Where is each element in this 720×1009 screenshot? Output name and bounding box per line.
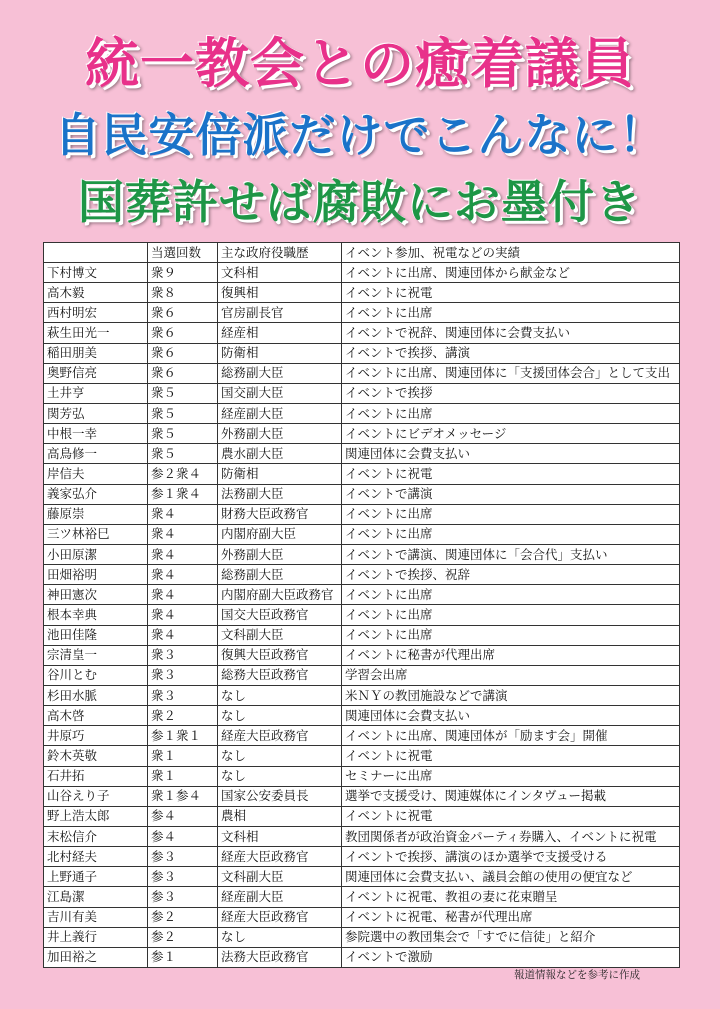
cell-terms: 衆６ [148, 343, 218, 363]
cell-terms: 衆４ [148, 565, 218, 585]
table-header-row [44, 243, 680, 263]
cell-activity: イベントで講演 [342, 484, 680, 504]
cell-name: 鈴木英敬 [44, 746, 148, 766]
cell-name: 池田佳隆 [44, 625, 148, 645]
table-row [44, 766, 680, 786]
cell-position: 内閣府副大臣 [218, 524, 342, 544]
cell-terms: 衆１ [148, 766, 218, 786]
table-row [44, 887, 680, 907]
table-row [44, 504, 680, 524]
cell-position: 経産大臣政務官 [218, 847, 342, 867]
cell-name: 高木毅 [44, 283, 148, 303]
cell-name: 藤原崇 [44, 504, 148, 524]
cell-activity: イベントで激励 [342, 947, 680, 967]
table-row [44, 363, 680, 383]
cell-position: なし [218, 746, 342, 766]
cell-activity: イベントに祝電 [342, 283, 680, 303]
table-row [44, 484, 680, 504]
cell-position: 経産副大臣 [218, 887, 342, 907]
cell-position: 経産相 [218, 323, 342, 343]
cell-name: 関芳弘 [44, 403, 148, 423]
cell-activity: イベントに祝電 [342, 806, 680, 826]
cell-name: 田畑裕明 [44, 565, 148, 585]
cell-activity: イベントに出席、関連団体から献金など [342, 263, 680, 283]
cell-terms: 参４ [148, 806, 218, 826]
cell-terms: 衆１ [148, 746, 218, 766]
table-row [44, 544, 680, 564]
cell-position: 官房副長官 [218, 303, 342, 323]
cell-name: 小田原潔 [44, 544, 148, 564]
cell-name: 西村明宏 [44, 303, 148, 323]
table-row [44, 343, 680, 363]
cell-terms: 衆２ [148, 706, 218, 726]
cell-activity: イベントに出席 [342, 403, 680, 423]
headline-line-2: 自民安倍派だけでこんなに！ [54, 108, 666, 162]
table-row [44, 927, 680, 947]
cell-position: 総務副大臣 [218, 565, 342, 585]
table-row [44, 826, 680, 846]
cell-terms: 参３ [148, 867, 218, 887]
table-row [44, 907, 680, 927]
table-row [44, 806, 680, 826]
table-row [44, 947, 680, 967]
table-row [44, 706, 680, 726]
cell-position: 法務大臣政務官 [218, 947, 342, 967]
cell-activity: イベントで挨拶、講演のほか選挙で支援受ける [342, 847, 680, 867]
cell-activity: イベントに出席 [342, 605, 680, 625]
cell-terms: 衆５ [148, 383, 218, 403]
headline-line-3: 国葬許せば腐敗にお墨付き [78, 175, 642, 229]
table-row [44, 323, 680, 343]
cell-activity: 教団関係者が政治資金パーティ券購入、イベントに祝電 [342, 826, 680, 846]
cell-name: 吉川有美 [44, 907, 148, 927]
headline-line-1: 統一教会との癒着議員 [85, 32, 635, 95]
cell-activity: イベントに秘書が代理出席 [342, 645, 680, 665]
cell-name: 神田憲次 [44, 585, 148, 605]
table-row [44, 263, 680, 283]
cell-terms: 参３ [148, 847, 218, 867]
cell-position: 復興相 [218, 283, 342, 303]
cell-activity: イベントに出席、関連団体が「励ます会」開催 [342, 726, 680, 746]
cell-name: 岸信夫 [44, 464, 148, 484]
cell-name: 加田裕之 [44, 947, 148, 967]
table-row [44, 685, 680, 705]
cell-terms: 参１衆４ [148, 484, 218, 504]
header-terms: 当選回数 [148, 243, 218, 263]
cell-terms: 衆６ [148, 323, 218, 343]
header-positions: 主な政府役職歴 [218, 243, 342, 263]
cell-position: 法務副大臣 [218, 484, 342, 504]
cell-terms: 衆６ [148, 303, 218, 323]
cell-activity: イベントで講演、関連団体に「会合代」支払い [342, 544, 680, 564]
cell-position: なし [218, 706, 342, 726]
cell-activity: イベントに出席 [342, 585, 680, 605]
table-row [44, 726, 680, 746]
cell-activity: 関連団体に会費支払い、議員会館の使用の便宜など [342, 867, 680, 887]
cell-position: 外務副大臣 [218, 424, 342, 444]
cell-position: 経産副大臣 [218, 403, 342, 423]
table-row [44, 303, 680, 323]
cell-activity: イベントに出席 [342, 504, 680, 524]
cell-position: なし [218, 766, 342, 786]
cell-name: 中根一幸 [44, 424, 148, 444]
cell-activity: イベントで祝辞、関連団体に会費支払い [342, 323, 680, 343]
cell-position: 文科副大臣 [218, 867, 342, 887]
cell-terms: 衆６ [148, 363, 218, 383]
cell-terms: 参１衆１ [148, 726, 218, 746]
cell-name: 北村経夫 [44, 847, 148, 867]
cell-terms: 衆８ [148, 283, 218, 303]
cell-name: 三ツ林裕巳 [44, 524, 148, 544]
cell-name: 杉田水脈 [44, 685, 148, 705]
cell-name: 石井拓 [44, 766, 148, 786]
cell-terms: 参２ [148, 907, 218, 927]
cell-position: 総務大臣政務官 [218, 665, 342, 685]
cell-activity: イベントで挨拶、祝辞 [342, 565, 680, 585]
cell-name: 稲田朋美 [44, 343, 148, 363]
cell-name: 野上浩太郎 [44, 806, 148, 826]
table-row [44, 585, 680, 605]
cell-name: 山谷えり子 [44, 786, 148, 806]
cell-position: 内閣府副大臣政務官 [218, 585, 342, 605]
cell-position: 防衛相 [218, 343, 342, 363]
cell-position: 財務大臣政務官 [218, 504, 342, 524]
cell-terms: 参１ [148, 947, 218, 967]
cell-position: 文科相 [218, 263, 342, 283]
cell-terms: 衆３ [148, 685, 218, 705]
cell-position: 国家公安委員長 [218, 786, 342, 806]
table-row [44, 867, 680, 887]
header-name [44, 243, 148, 263]
cell-terms: 衆４ [148, 544, 218, 564]
table-row [44, 464, 680, 484]
cell-position: なし [218, 927, 342, 947]
table-row [44, 665, 680, 685]
cell-position: 防衛相 [218, 464, 342, 484]
cell-terms: 衆４ [148, 625, 218, 645]
cell-activity: 選挙で支援受け、関連媒体にインタヴュー掲載 [342, 786, 680, 806]
cell-name: 下村博文 [44, 263, 148, 283]
cell-terms: 衆５ [148, 424, 218, 444]
cell-position: 文科相 [218, 826, 342, 846]
cell-terms: 衆９ [148, 263, 218, 283]
cell-name: 根本幸典 [44, 605, 148, 625]
cell-position: 復興大臣政務官 [218, 645, 342, 665]
table-row [44, 444, 680, 464]
cell-activity: イベントに祝電、秘書が代理出席 [342, 907, 680, 927]
cell-name: 井原巧 [44, 726, 148, 746]
table-row [44, 847, 680, 867]
cell-position: 経産大臣政務官 [218, 907, 342, 927]
table-row [44, 645, 680, 665]
cell-terms: 衆５ [148, 403, 218, 423]
table-row [44, 403, 680, 423]
cell-name: 高木啓 [44, 706, 148, 726]
cell-name: 江島潔 [44, 887, 148, 907]
cell-position: 農相 [218, 806, 342, 826]
table-row [44, 424, 680, 444]
cell-terms: 衆４ [148, 524, 218, 544]
cell-name: 谷川とむ [44, 665, 148, 685]
cell-terms: 衆５ [148, 444, 218, 464]
cell-name: 上野通子 [44, 867, 148, 887]
table-row [44, 283, 680, 303]
cell-activity: イベントに出席 [342, 625, 680, 645]
cell-position: 国交副大臣 [218, 383, 342, 403]
cell-name: 井上義行 [44, 927, 148, 947]
table-row [44, 383, 680, 403]
cell-position: 文科副大臣 [218, 625, 342, 645]
cell-activity: イベントに祝電 [342, 746, 680, 766]
cell-terms: 衆３ [148, 665, 218, 685]
cell-activity: 参院選中の教団集会で「すでに信徒」と紹介 [342, 927, 680, 947]
cell-terms: 衆４ [148, 504, 218, 524]
cell-activity: イベントに祝電、教祖の妻に花束贈呈 [342, 887, 680, 907]
cell-activity: イベントに出席 [342, 303, 680, 323]
cell-activity: イベントにビデオメッセージ [342, 424, 680, 444]
legislators-table-container [43, 242, 679, 968]
cell-name: 高鳥修一 [44, 444, 148, 464]
cell-terms: 衆４ [148, 585, 218, 605]
cell-activity: 米ＮＹの教団施設などで講演 [342, 685, 680, 705]
cell-activity: 関連団体に会費支払い [342, 444, 680, 464]
table-row [44, 605, 680, 625]
cell-activity: セミナーに出席 [342, 766, 680, 786]
cell-name: 奥野信亮 [44, 363, 148, 383]
cell-activity: イベントに出席、関連団体に「支援団体会合」として支出 [342, 363, 680, 383]
source-footnote: 報道情報などを参考に作成 [514, 969, 640, 981]
cell-position: 総務副大臣 [218, 363, 342, 383]
cell-terms: 参３ [148, 887, 218, 907]
table-body [44, 263, 680, 968]
cell-activity: 学習会出席 [342, 665, 680, 685]
cell-name: 義家弘介 [44, 484, 148, 504]
cell-terms: 衆４ [148, 605, 218, 625]
cell-position: 経産大臣政務官 [218, 726, 342, 746]
cell-activity: イベントに祝電 [342, 464, 680, 484]
cell-activity: 関連団体に会費支払い [342, 706, 680, 726]
legislators-table [43, 242, 680, 968]
table-row [44, 625, 680, 645]
cell-name: 土井亨 [44, 383, 148, 403]
cell-terms: 参２ [148, 927, 218, 947]
cell-position: なし [218, 685, 342, 705]
header-activities: イベント参加、祝電などの実績 [342, 243, 680, 263]
cell-terms: 参２衆４ [148, 464, 218, 484]
cell-activity: イベントに出席 [342, 524, 680, 544]
cell-position: 農水副大臣 [218, 444, 342, 464]
cell-terms: 衆１参４ [148, 786, 218, 806]
cell-name: 宗清皇一 [44, 645, 148, 665]
cell-name: 末松信介 [44, 826, 148, 846]
table-row [44, 786, 680, 806]
cell-position: 外務副大臣 [218, 544, 342, 564]
cell-activity: イベントで挨拶、講演 [342, 343, 680, 363]
cell-name: 萩生田光一 [44, 323, 148, 343]
table-row [44, 565, 680, 585]
table-row [44, 524, 680, 544]
table-row [44, 746, 680, 766]
cell-terms: 衆３ [148, 645, 218, 665]
cell-position: 国交大臣政務官 [218, 605, 342, 625]
cell-activity: イベントで挨拶 [342, 383, 680, 403]
cell-terms: 参４ [148, 826, 218, 846]
